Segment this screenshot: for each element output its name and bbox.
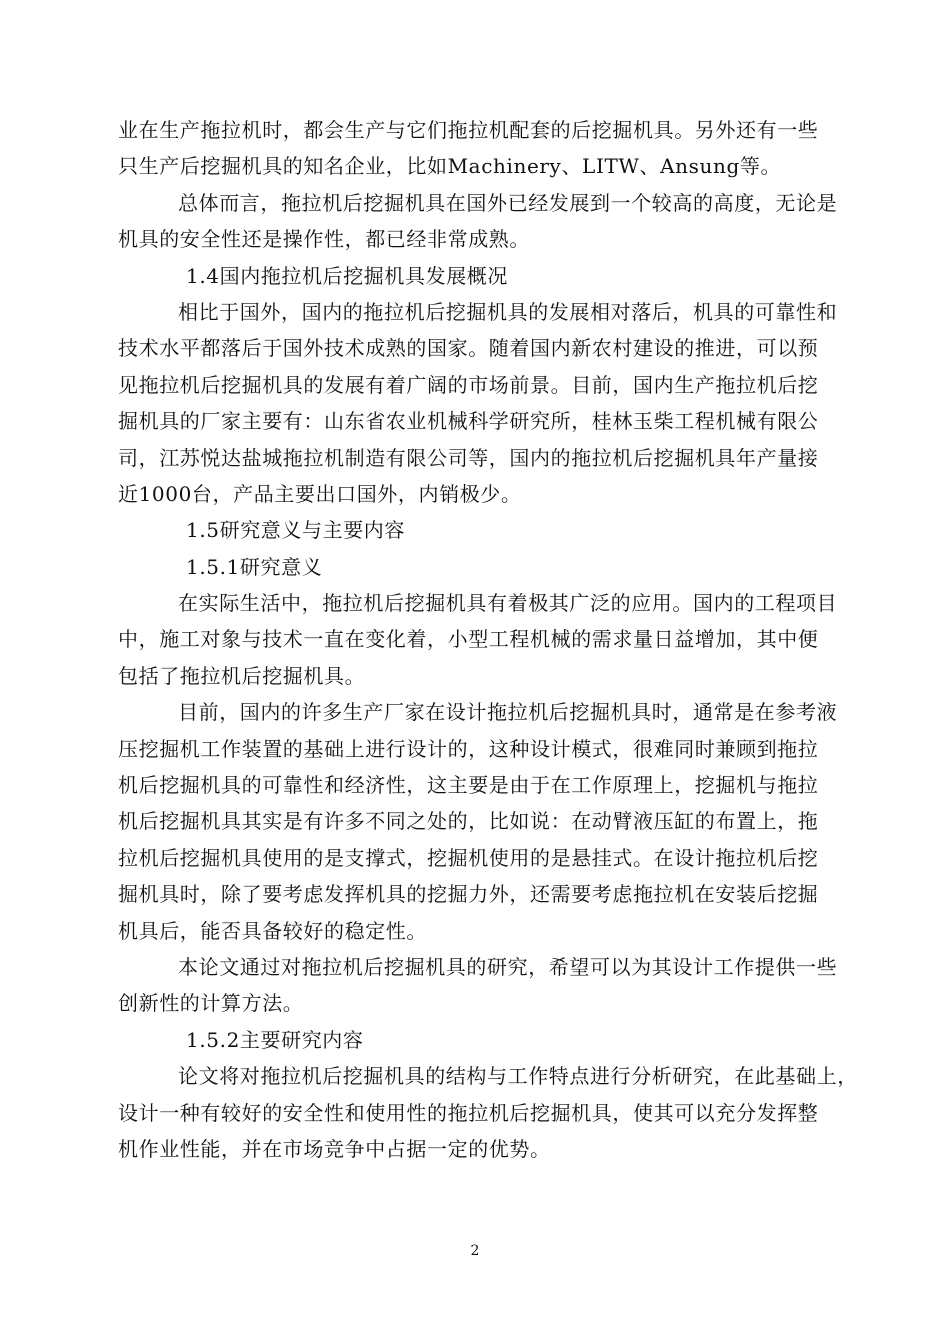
text-line: 压挖掘机工作装置的基础上进行设计的，这种设计模式，很难同时兼顾到拖拉 [118,736,819,761]
text-line: 只生产后挖掘机具的知名企业，比如Machinery、LITW、Ansung等。 [118,154,782,179]
text-line: 相比于国外，国内的拖拉机后挖掘机具的发展相对落后，机具的可靠性和 [178,299,838,324]
text-line: 包括了拖拉机后挖掘机具。 [118,663,366,688]
text-line: 机具的安全性还是操作性，都已经非常成熟。 [118,227,530,252]
text-line: 业在生产拖拉机时，都会生产与它们拖拉机配套的后挖掘机具。另外还有一些 [118,118,819,142]
section-heading: 1.5.1研究意义 [186,554,323,579]
text-line: 机作业性能，并在市场竞争中占据一定的优势。 [118,1136,551,1161]
text-line: 中，施工对象与技术一直在变化着，小型工程机械的需求量日益增加，其中便 [118,627,819,652]
document-body [118,112,858,1167]
text-line: 技术水平都落后于国外技术成熟的国家。随着国内新农村建设的推进，可以预 [118,336,819,361]
text-line: 机后挖掘机具的可靠性和经济性，这主要是由于在工作原理上，挖掘机与拖拉 [118,773,819,798]
section-heading: 1.5.2主要研究内容 [186,1027,364,1052]
text-line: 近1000台，产品主要出口国外，内销极少。 [118,481,522,506]
text-line: 拉机后挖掘机具使用的是支撑式，挖掘机使用的是悬挂式。在设计拖拉机后挖 [118,845,819,870]
text-line: 司，江苏悦达盐城拖拉机制造有限公司等，国内的拖拉机后挖掘机具年产量接 [118,445,819,470]
text-line: 论文将对拖拉机后挖掘机具的结构与工作特点进行分析研究，在此基础上， [178,1064,858,1089]
text-line: 本论文通过对拖拉机后挖掘机具的研究，希望可以为其设计工作提供一些 [178,954,838,979]
text-line: 掘机具时，除了要考虑发挥机具的挖掘力外，还需要考虑拖拉机在安装后挖掘 [118,882,819,907]
text-line: 目前，国内的许多生产厂家在设计拖拉机后挖掘机具时，通常是在参考液 [178,700,838,725]
section-heading: 1.5研究意义与主要内容 [186,518,406,543]
text-line: 机后挖掘机具其实是有许多不同之处的，比如说：在动臂液压缸的布置上，拖 [118,809,819,834]
text-line: 创新性的计算方法。 [118,991,304,1016]
text-line: 掘机具的厂家主要有：山东省农业机械科学研究所，桂林玉柴工程机械有限公 [118,409,819,434]
text-line: 在实际生活中，拖拉机后挖掘机具有着极其广泛的应用。国内的工程项目 [178,591,838,616]
text-line: 机具后，能否具备较好的稳定性。 [118,918,427,943]
text-line: 总体而言，拖拉机后挖掘机具在国外已经发展到一个较高的高度，无论是 [178,190,838,215]
page-number: 2 [470,1243,480,1259]
text-line: 设计一种有较好的安全性和使用性的拖拉机后挖掘机具，使其可以充分发挥整 [118,1100,819,1125]
text-line: 见拖拉机后挖掘机具的发展有着广阔的市场前景。目前，国内生产拖拉机后挖 [118,372,819,397]
section-heading: 1.4国内拖拉机后挖掘机具发展概况 [186,263,509,288]
